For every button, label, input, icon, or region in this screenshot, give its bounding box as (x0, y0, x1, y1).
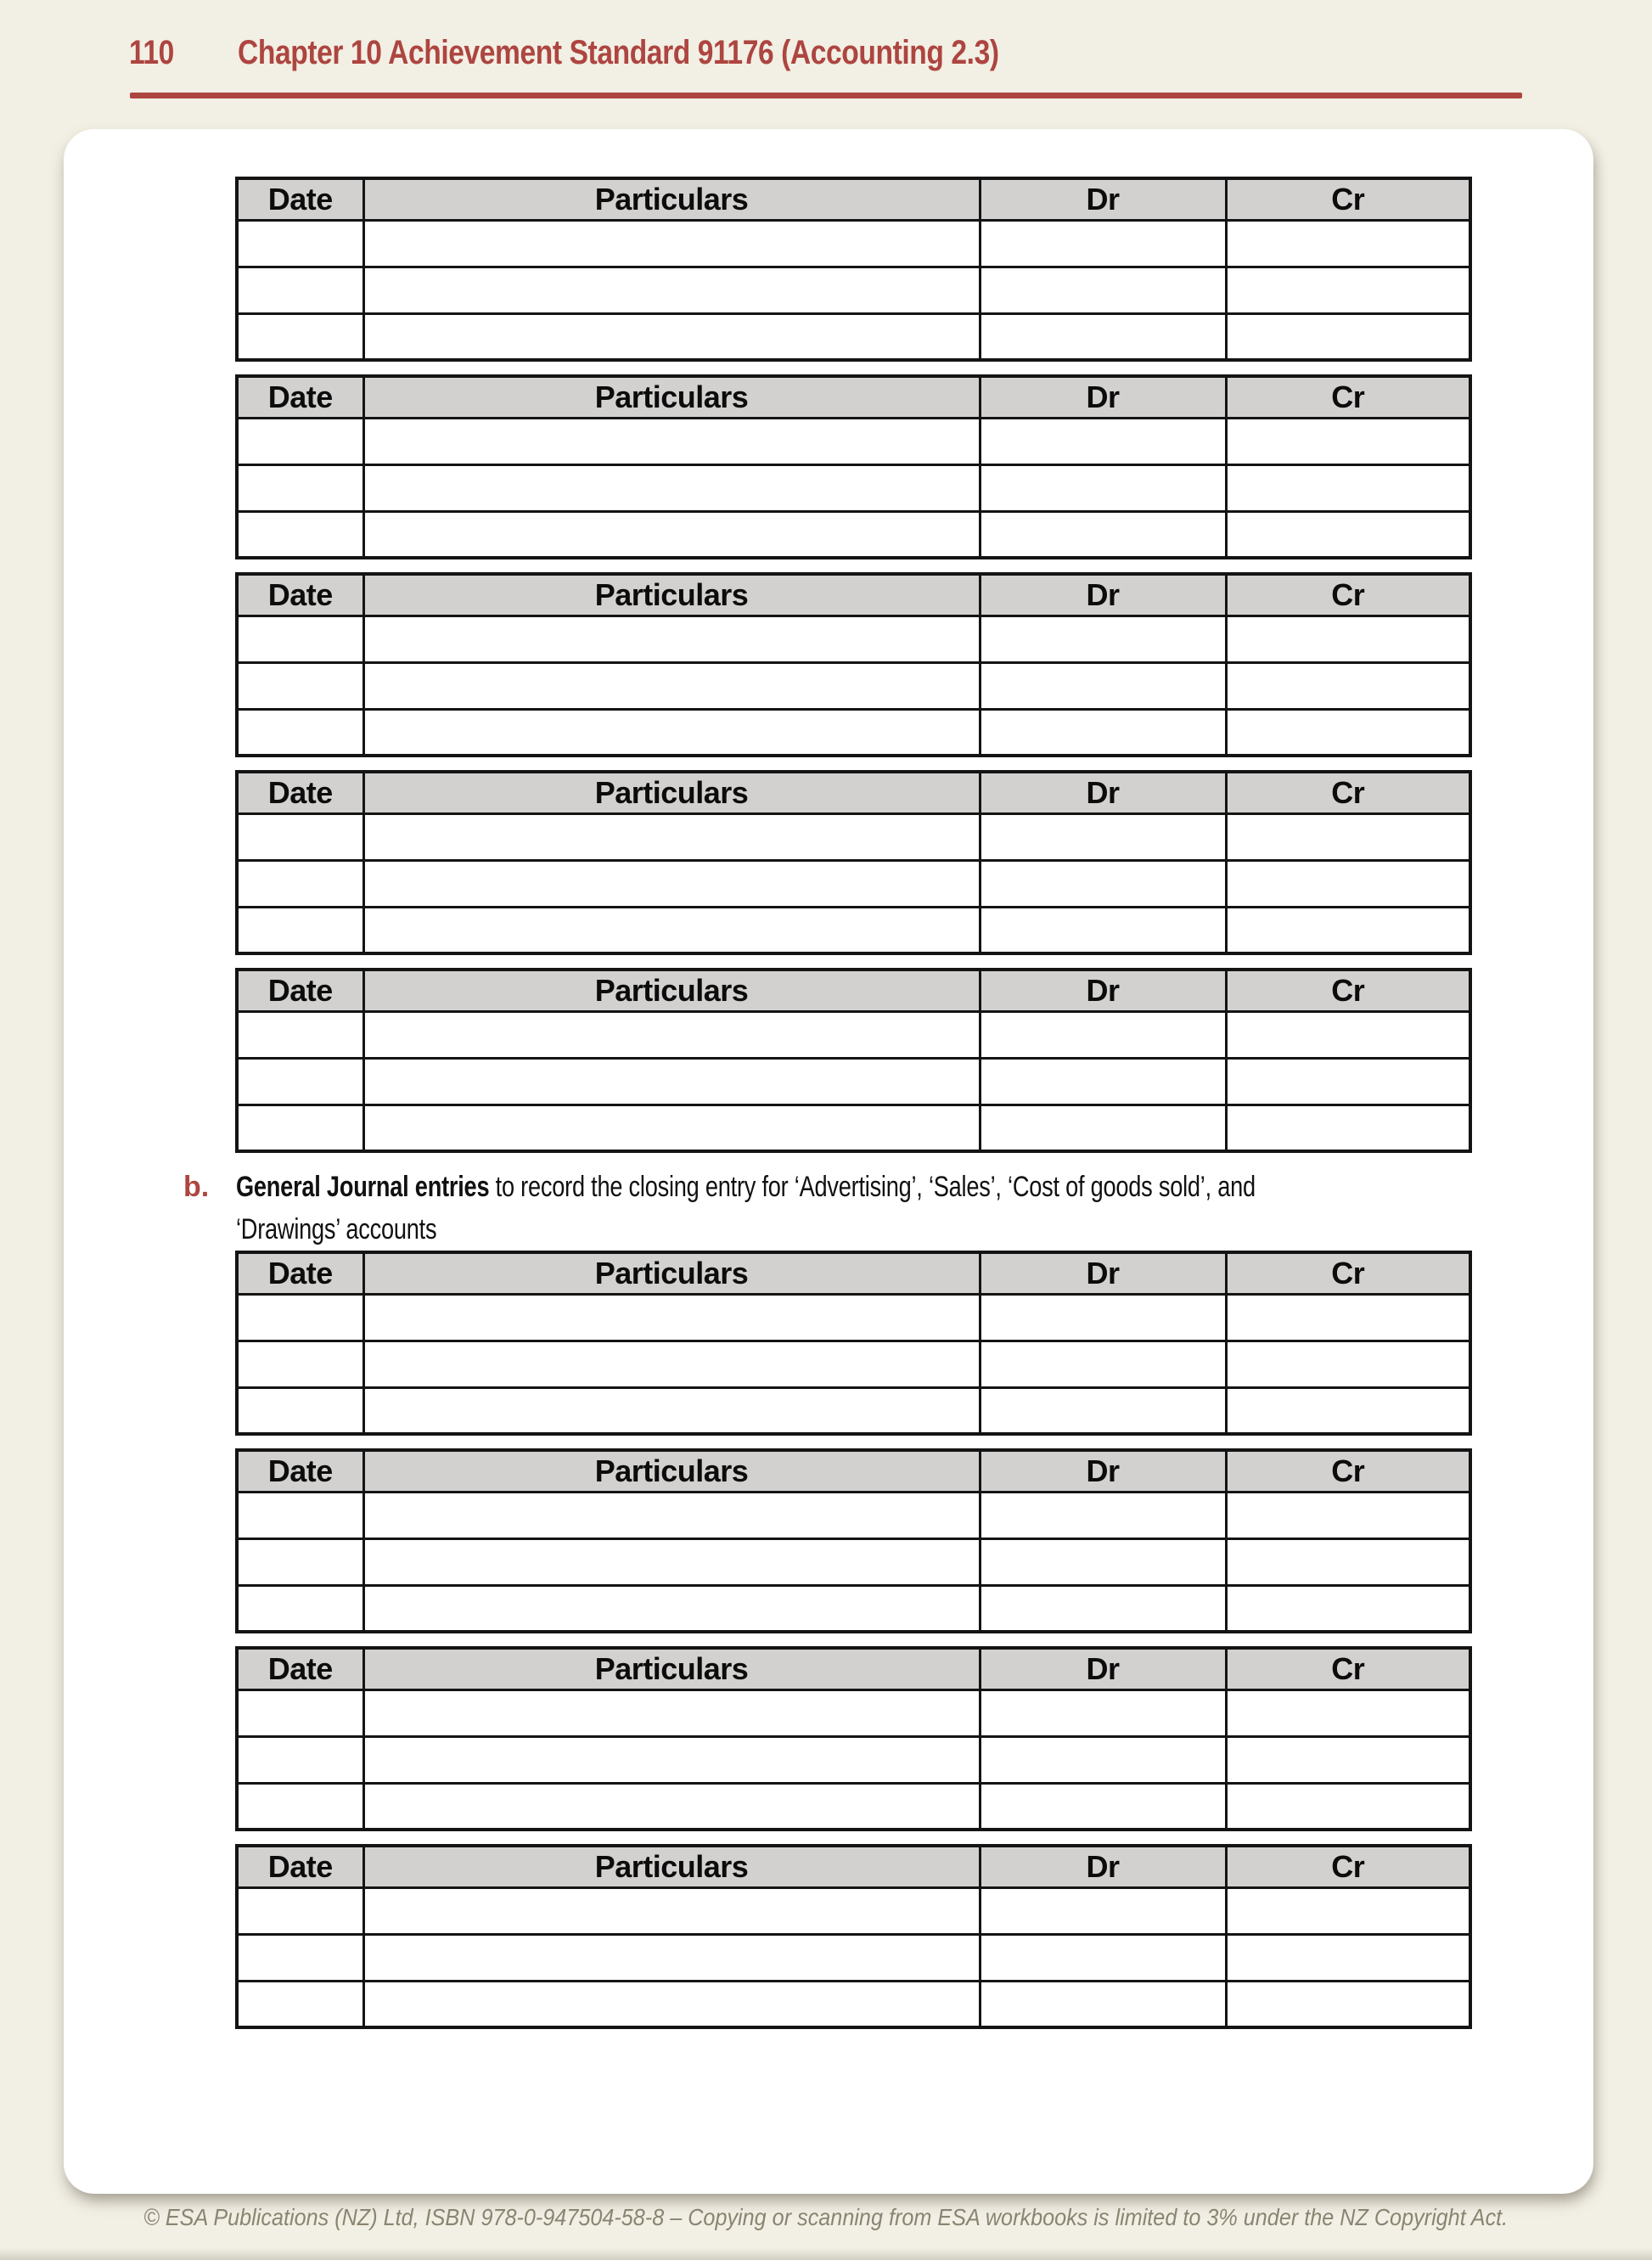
journal-cell-cr (1226, 267, 1470, 313)
journal-header-row (237, 772, 1470, 813)
journal-cell-particulars (363, 860, 980, 907)
journal-cell-cr (1226, 1736, 1470, 1783)
journal-header-row (237, 970, 1470, 1011)
journal-cell-particulars (363, 616, 980, 662)
prompt-line2-text: ‘Drawings’ accounts (236, 1213, 437, 1245)
journal-cell-dr (980, 1981, 1226, 2027)
journal-cell-dr (980, 1387, 1226, 1434)
journal-cell-particulars (363, 813, 980, 860)
journal-cell-cr (1226, 662, 1470, 709)
journal-cell-particulars (363, 1689, 980, 1736)
journal-cell-dr (980, 907, 1226, 953)
journal-header-row (237, 1648, 1470, 1689)
journal-cell-date (237, 267, 363, 313)
journal-cell-particulars (363, 464, 980, 511)
journal-entry-row (237, 464, 1470, 511)
journal-cell-dr (980, 1689, 1226, 1736)
column-header-date: Date (237, 1648, 363, 1689)
journal-header-row (237, 1252, 1470, 1294)
journal-header-row (237, 1846, 1470, 1887)
journal-cell-dr (980, 267, 1226, 313)
journal-entry-row (237, 1887, 1470, 1934)
journal-cell-cr (1226, 616, 1470, 662)
column-header-cr: Cr (1226, 772, 1470, 813)
journal-cell-particulars (363, 907, 980, 953)
journal-cell-dr (980, 662, 1226, 709)
journal-cell-dr (980, 1783, 1226, 1830)
journal-entry-row (237, 1736, 1470, 1783)
journal-cell-cr (1226, 1538, 1470, 1585)
journal-entry-row (237, 1294, 1470, 1341)
journal-cell-cr (1226, 907, 1470, 953)
journal-cell-cr (1226, 511, 1470, 558)
journal-cell-cr (1226, 813, 1470, 860)
journal-entry-row (237, 1934, 1470, 1981)
journal-entry-row (237, 220, 1470, 267)
prompt-line-1 (236, 1166, 1593, 1208)
journal-table (235, 1251, 1472, 1436)
journal-cell-date (237, 220, 363, 267)
journal-cell-dr (980, 1294, 1226, 1341)
journal-table (235, 572, 1472, 757)
column-header-date: Date (237, 772, 363, 813)
journal-cell-date (237, 1058, 363, 1105)
journal-cell-date (237, 1105, 363, 1151)
column-header-cr: Cr (1226, 1252, 1470, 1294)
journal-cell-dr (980, 511, 1226, 558)
journal-cell-date (237, 1585, 363, 1632)
journal-cell-date (237, 616, 363, 662)
journal-cell-date (237, 1492, 363, 1538)
journal-entry-row (237, 313, 1470, 360)
journal-cell-particulars (363, 1585, 980, 1632)
column-header-particulars: Particulars (363, 1450, 980, 1492)
chapter-title (238, 34, 1143, 72)
journal-cell-dr (980, 709, 1226, 756)
journal-entry-row (237, 1981, 1470, 2027)
column-header-particulars: Particulars (363, 1252, 980, 1294)
column-header-dr: Dr (980, 1252, 1226, 1294)
journal-cell-cr (1226, 1492, 1470, 1538)
content-card (64, 129, 1593, 2194)
journal-cell-cr (1226, 860, 1470, 907)
journal-entry-row (237, 1011, 1470, 1058)
journal-cell-dr (980, 813, 1226, 860)
bottom-shade (0, 2248, 1652, 2260)
header-rule (130, 93, 1522, 98)
journal-entry-row (237, 813, 1470, 860)
journal-cell-cr (1226, 709, 1470, 756)
journal-cell-date (237, 813, 363, 860)
journal-cell-cr (1226, 1058, 1470, 1105)
journal-entry-row (237, 418, 1470, 464)
journal-cell-cr (1226, 1887, 1470, 1934)
column-header-cr: Cr (1226, 376, 1470, 418)
journal-cell-date (237, 1387, 363, 1434)
journal-table (235, 1844, 1472, 2029)
journal-cell-dr (980, 220, 1226, 267)
journal-header-row (237, 376, 1470, 418)
journal-cell-particulars (363, 511, 980, 558)
journal-cell-date (237, 313, 363, 360)
journal-cell-dr (980, 418, 1226, 464)
journal-entry-row (237, 907, 1470, 953)
journal-cell-dr (980, 1538, 1226, 1585)
journal-cell-particulars (363, 267, 980, 313)
page-number (129, 34, 183, 72)
journal-cell-dr (980, 464, 1226, 511)
journal-table (235, 177, 1472, 362)
column-header-particulars: Particulars (363, 1846, 980, 1887)
journal-entry-row (237, 1341, 1470, 1387)
section-b-prompt (183, 1166, 1593, 1251)
journal-cell-particulars (363, 1934, 980, 1981)
journal-cell-date (237, 1887, 363, 1934)
journal-entry-row (237, 1689, 1470, 1736)
journal-cell-dr (980, 1105, 1226, 1151)
column-header-particulars: Particulars (363, 970, 980, 1011)
prompt-rest-text: to record the closing entry for ‘Advertising’, ‘Sales’, ‘Cost of goods sold’, and (489, 1171, 1256, 1203)
journal-table (235, 770, 1472, 955)
journal-table (235, 1646, 1472, 1831)
journal-cell-particulars (363, 1294, 980, 1341)
column-header-particulars: Particulars (363, 1648, 980, 1689)
journal-cell-dr (980, 860, 1226, 907)
journal-cell-cr (1226, 418, 1470, 464)
column-header-dr: Dr (980, 970, 1226, 1011)
journal-cell-particulars (363, 709, 980, 756)
column-header-dr: Dr (980, 1846, 1226, 1887)
journal-cell-particulars (363, 1105, 980, 1151)
column-header-cr: Cr (1226, 970, 1470, 1011)
journal-cell-date (237, 511, 363, 558)
journal-cell-date (237, 907, 363, 953)
journal-cell-cr (1226, 464, 1470, 511)
journal-entry-row (237, 1538, 1470, 1585)
journal-cell-cr (1226, 1783, 1470, 1830)
copyright-text: © ESA Publications (NZ) Ltd, ISBN 978-0-947504-58-8 – Copying or scanning from ESA workbooks is limited to 3% under the NZ Copyright Act. (143, 2204, 1509, 2230)
section-b-marker: b. (183, 1171, 210, 1203)
journal-cell-particulars (363, 418, 980, 464)
column-header-cr: Cr (1226, 574, 1470, 616)
column-header-cr: Cr (1226, 1846, 1470, 1887)
column-header-cr: Cr (1226, 178, 1470, 220)
page-footer (0, 2204, 1652, 2231)
journal-cell-particulars (363, 1341, 980, 1387)
journal-cell-dr (980, 1341, 1226, 1387)
journal-cell-cr (1226, 1387, 1470, 1434)
journal-cell-dr (980, 313, 1226, 360)
journal-cell-particulars (363, 1736, 980, 1783)
column-header-cr: Cr (1226, 1450, 1470, 1492)
journal-cell-cr (1226, 1294, 1470, 1341)
journal-cell-cr (1226, 1585, 1470, 1632)
journal-entry-row (237, 709, 1470, 756)
journal-cell-date (237, 1538, 363, 1585)
journal-table (235, 1448, 1472, 1633)
journal-cell-particulars (363, 1492, 980, 1538)
journal-cell-dr (980, 1011, 1226, 1058)
journal-entry-row (237, 616, 1470, 662)
column-header-particulars: Particulars (363, 376, 980, 418)
column-header-dr: Dr (980, 772, 1226, 813)
journal-cell-dr (980, 1058, 1226, 1105)
journal-cell-date (237, 1783, 363, 1830)
column-header-dr: Dr (980, 178, 1226, 220)
journal-cell-date (237, 860, 363, 907)
journal-cell-particulars (363, 1887, 980, 1934)
journal-table (235, 374, 1472, 559)
column-header-date: Date (237, 178, 363, 220)
journal-cell-date (237, 1689, 363, 1736)
journal-cell-cr (1226, 1105, 1470, 1151)
journal-cell-cr (1226, 220, 1470, 267)
journal-cell-cr (1226, 1341, 1470, 1387)
journal-entry-row (237, 1585, 1470, 1632)
journal-cell-particulars (363, 1783, 980, 1830)
journal-table (235, 968, 1472, 1153)
journal-cell-cr (1226, 1689, 1470, 1736)
column-header-particulars: Particulars (363, 574, 980, 616)
journal-cell-cr (1226, 1981, 1470, 2027)
column-header-dr: Dr (980, 574, 1226, 616)
journal-cell-date (237, 418, 363, 464)
journal-entry-row (237, 1492, 1470, 1538)
journal-cell-dr (980, 1934, 1226, 1981)
journal-header-row (237, 1450, 1470, 1492)
column-header-particulars: Particulars (363, 178, 980, 220)
journal-entry-row (237, 511, 1470, 558)
journal-cell-date (237, 662, 363, 709)
journal-header-row (237, 574, 1470, 616)
column-header-dr: Dr (980, 1648, 1226, 1689)
journal-cell-particulars (363, 220, 980, 267)
journal-cell-particulars (363, 1058, 980, 1105)
journal-cell-particulars (363, 1011, 980, 1058)
column-header-dr: Dr (980, 1450, 1226, 1492)
journal-cell-dr (980, 1492, 1226, 1538)
section-b-tables (64, 1251, 1593, 2029)
journal-cell-dr (980, 1736, 1226, 1783)
journal-entry-row (237, 662, 1470, 709)
journal-cell-date (237, 1011, 363, 1058)
prompt-line-2 (236, 1208, 1593, 1251)
journal-cell-particulars (363, 1981, 980, 2027)
journal-entry-row (237, 1058, 1470, 1105)
journal-entry-row (237, 1387, 1470, 1434)
journal-cell-date (237, 1736, 363, 1783)
journal-cell-particulars (363, 1538, 980, 1585)
section-a-tables (64, 129, 1593, 1153)
journal-cell-date (237, 464, 363, 511)
prompt-bold-text: General Journal entries (236, 1171, 490, 1203)
column-header-date: Date (237, 1252, 363, 1294)
column-header-date: Date (237, 1846, 363, 1887)
journal-cell-cr (1226, 1011, 1470, 1058)
column-header-date: Date (237, 574, 363, 616)
journal-cell-date (237, 1981, 363, 2027)
journal-cell-date (237, 709, 363, 756)
journal-cell-cr (1226, 313, 1470, 360)
journal-entry-row (237, 1783, 1470, 1830)
column-header-date: Date (237, 376, 363, 418)
column-header-cr: Cr (1226, 1648, 1470, 1689)
column-header-particulars: Particulars (363, 772, 980, 813)
page-number-text: 110 (129, 34, 174, 71)
journal-entry-row (237, 267, 1470, 313)
journal-entry-row (237, 1105, 1470, 1151)
journal-cell-particulars (363, 662, 980, 709)
journal-cell-date (237, 1294, 363, 1341)
journal-cell-particulars (363, 1387, 980, 1434)
column-header-date: Date (237, 1450, 363, 1492)
journal-entry-row (237, 860, 1470, 907)
journal-cell-dr (980, 1887, 1226, 1934)
journal-cell-date (237, 1934, 363, 1981)
journal-header-row (237, 178, 1470, 220)
journal-cell-particulars (363, 313, 980, 360)
chapter-title-text: Chapter 10 Achievement Standard 91176 (Accounting 2.3) (238, 34, 999, 71)
column-header-dr: Dr (980, 376, 1226, 418)
journal-cell-dr (980, 1585, 1226, 1632)
journal-cell-dr (980, 616, 1226, 662)
journal-cell-cr (1226, 1934, 1470, 1981)
journal-cell-date (237, 1341, 363, 1387)
column-header-date: Date (237, 970, 363, 1011)
